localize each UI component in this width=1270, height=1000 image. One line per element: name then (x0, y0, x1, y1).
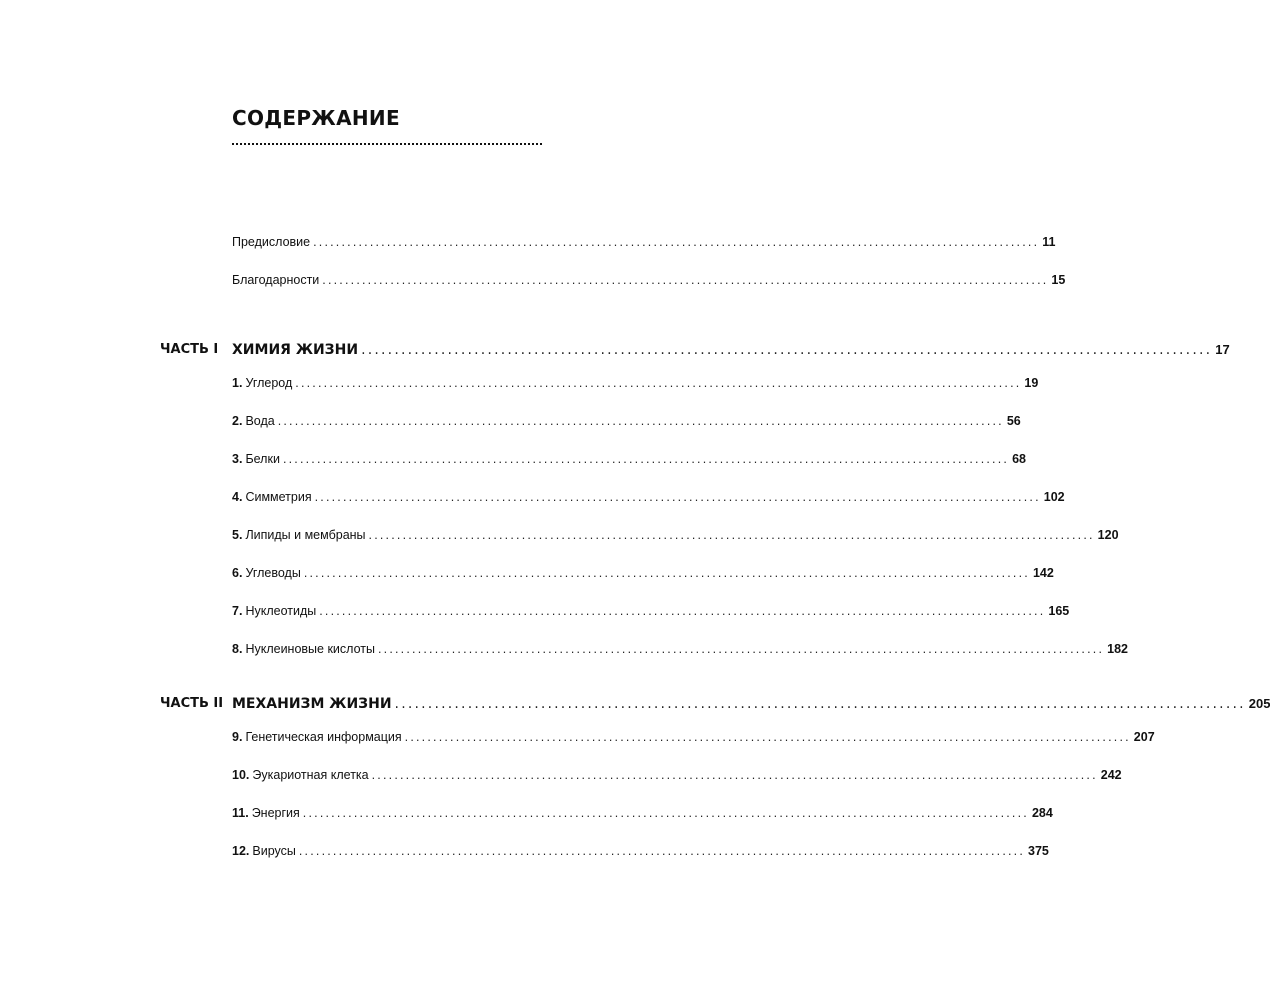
chapter-title: Энергия (251, 806, 300, 820)
page-number: 120 (1097, 528, 1119, 542)
part-title: МЕХАНИЗМ ЖИЗНИ (232, 696, 392, 712)
toc-chapter[interactable] (232, 767, 1122, 783)
chapter-title: Генетическая информация (245, 730, 402, 744)
dot-leader: ................................................................................................................................ (282, 452, 1010, 466)
chapter-title: Вода (245, 414, 275, 428)
page-number: 17 (1215, 342, 1230, 357)
dot-leader: ................................................................................................................................ (371, 768, 1098, 782)
chapter-number: 8. (232, 642, 243, 656)
page-number: 207 (1133, 730, 1155, 744)
dot-leader: ................................................................................................................................ (404, 730, 1131, 744)
toc-part-2[interactable] (232, 695, 1270, 713)
page-number: 11 (1042, 235, 1056, 249)
chapter-title: Симметрия (245, 490, 312, 504)
toc-chapter[interactable] (232, 375, 1039, 391)
page-number: 142 (1032, 566, 1054, 580)
chapter-number: 2. (232, 414, 243, 428)
dot-leader: ................................................................................................................................ (298, 844, 1026, 858)
toc-chapter[interactable] (232, 641, 1128, 657)
dot-leader: ................................................................................................................................ (302, 806, 1029, 820)
dot-leader: ................................................................................................................................ (377, 642, 1105, 656)
toc-chapter[interactable] (232, 413, 1021, 429)
dot-leader: ................................................................................................................................ (319, 604, 1046, 618)
toc-part-1[interactable] (232, 341, 1230, 359)
page-title: СОДЕРЖАНИЕ (232, 106, 400, 130)
chapter-number: 6. (232, 566, 243, 580)
entry-title: Благодарности (232, 273, 320, 287)
dot-leader: ................................................................................................................................ (295, 376, 1022, 390)
chapter-number: 9. (232, 730, 243, 744)
chapter-number: 4. (232, 490, 243, 504)
chapter-title: Белки (245, 452, 280, 466)
toc-chapter[interactable] (232, 843, 1049, 859)
part-title: ХИМИЯ ЖИЗНИ (232, 342, 359, 358)
chapter-title: Нуклеиновые кислоты (245, 642, 375, 656)
chapter-number: 12. (232, 844, 250, 858)
chapter-title: Эукариотная клетка (252, 768, 369, 782)
page-number: 68 (1012, 452, 1026, 466)
chapter-number: 3. (232, 452, 243, 466)
dot-leader: ................................................................................................................................ (368, 528, 1095, 542)
chapter-title: Нуклеотиды (245, 604, 317, 618)
chapter-title: Углерод (245, 376, 293, 390)
page-number: 242 (1100, 768, 1122, 782)
page-number: 284 (1031, 806, 1053, 820)
part-label: ЧАСТЬ I (160, 342, 219, 357)
toc-chapter[interactable] (232, 603, 1070, 619)
dot-leader: ................................................................................................................................ (322, 273, 1049, 287)
part-label: ЧАСТЬ II (160, 696, 224, 711)
chapter-number: 5. (232, 528, 243, 542)
dot-leader: ................................................................................................................................ (277, 414, 1004, 428)
chapter-title: Липиды и мембраны (245, 528, 366, 542)
page-number: 182 (1107, 642, 1128, 656)
chapter-title: Углеводы (245, 566, 301, 580)
entry-title: Предисловие (232, 235, 311, 249)
toc-chapter[interactable] (232, 565, 1054, 581)
toc-chapter[interactable] (232, 729, 1155, 745)
page-number: 165 (1048, 604, 1070, 618)
title-dotted-rule (232, 143, 542, 145)
page-number: 102 (1043, 490, 1065, 504)
page-number: 15 (1051, 273, 1066, 287)
dot-leader: ................................................................................................................................ (313, 235, 1040, 249)
page-number: 56 (1006, 414, 1021, 428)
toc-chapter[interactable] (232, 527, 1119, 543)
toc-entry-preface[interactable] (232, 234, 1056, 250)
dot-leader: ................................................................................................................................ (314, 490, 1041, 504)
chapter-number: 10. (232, 768, 250, 782)
dot-leader: ................................................................................................................................ (361, 342, 1213, 358)
page-number: 19 (1024, 376, 1039, 390)
chapter-number: 1. (232, 376, 243, 390)
chapter-title: Вирусы (252, 844, 296, 858)
page-number: 375 (1028, 844, 1049, 858)
chapter-number: 11. (232, 806, 249, 820)
dot-leader: ................................................................................................................................ (303, 566, 1030, 580)
toc-chapter[interactable] (232, 451, 1026, 467)
toc-entry-acknowledgements[interactable] (232, 272, 1066, 288)
toc-chapter[interactable] (232, 489, 1065, 505)
chapter-number: 7. (232, 604, 243, 618)
page-number: 205 (1248, 696, 1270, 711)
toc-chapter[interactable] (232, 805, 1053, 821)
dot-leader: ................................................................................................................................ (394, 696, 1246, 712)
